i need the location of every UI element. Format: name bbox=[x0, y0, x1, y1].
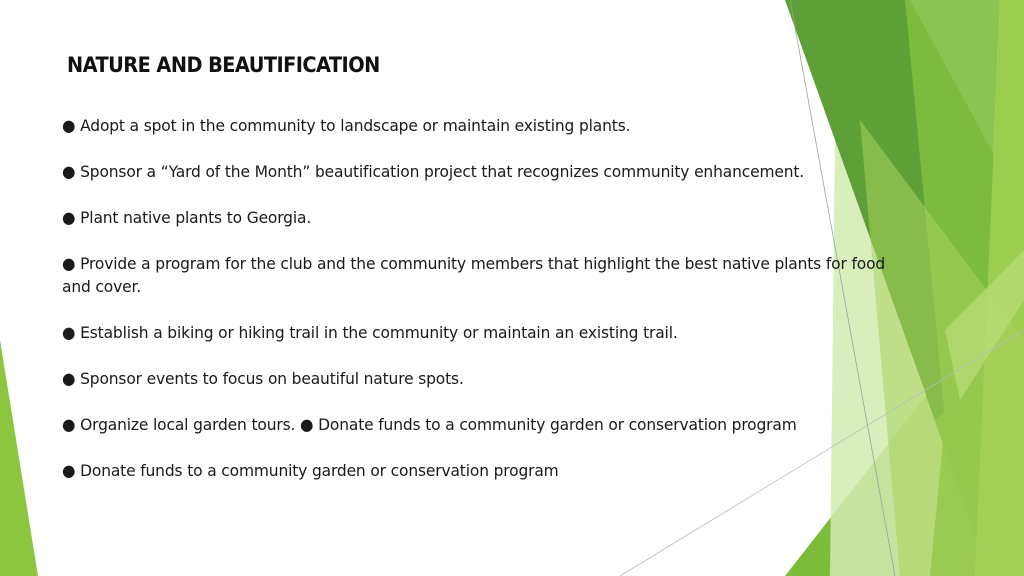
bullet-item: ● Donate funds to a community garden or conservation program bbox=[62, 461, 559, 480]
bullet-item: ● Sponsor a “Yard of the Month” beautification project that recognizes community enhancement. bbox=[62, 162, 805, 181]
slide-title: NATURE AND BEAUTIFICATION bbox=[67, 53, 380, 77]
bullet-item: ● Provide a program for the club and the community members that highlight the best native plants for food and cover. bbox=[62, 254, 886, 296]
bullet-item: ● Establish a biking or hiking trail in the community or maintain an existing trail. bbox=[62, 323, 678, 342]
bullet-item: ● Organize local garden tours. ● Donate funds to a community garden or conservation program bbox=[62, 415, 797, 434]
bullet-list bbox=[62, 114, 942, 505]
bullet-item: ● Plant native plants to Georgia. bbox=[62, 208, 312, 227]
bullet-item: ● Sponsor events to focus on beautiful nature spots. bbox=[62, 369, 464, 388]
bullet-item: ● Adopt a spot in the community to landscape or maintain existing plants. bbox=[62, 116, 631, 135]
left-accent-shape bbox=[0, 340, 38, 576]
